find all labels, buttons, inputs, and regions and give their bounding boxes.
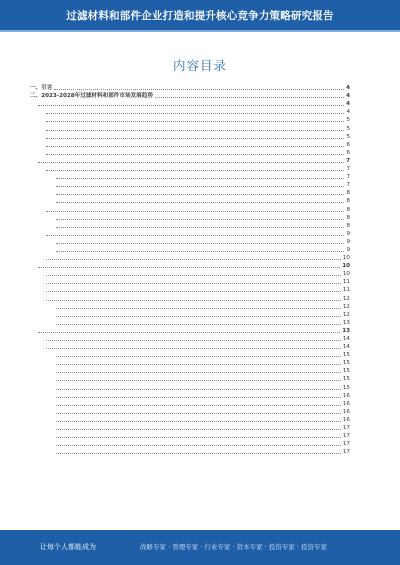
toc-entry[interactable] [30,303,350,311]
toc-leader-dots [56,243,344,244]
toc-page-number: 17 [342,425,350,432]
toc-leader-dots [46,283,341,284]
toc-leader-dots [46,138,344,139]
toc-page-number: 15 [342,360,350,367]
toc-page-number: 9 [346,246,350,253]
toc-page-number: 7 [346,182,350,189]
toc-entry[interactable] [30,270,350,278]
toc-entry[interactable] [30,84,350,92]
toc-entry[interactable] [30,254,350,262]
toc-page-number: 4 [346,93,350,100]
toc-page-number: 14 [342,336,350,342]
toc-page-number: 8 [346,206,350,213]
toc-leader-dots [38,332,340,333]
toc-page-number: 13 [342,327,350,334]
toc-heading: 内容目录 [172,58,227,73]
toc-leader-dots [56,429,341,430]
toc-leader-dots [46,275,341,276]
toc-entry[interactable] [30,92,350,100]
toc-page-number: 6 [346,141,350,148]
toc-page-number: 17 [342,441,350,448]
toc-page-number: 5 [346,133,350,140]
toc-leader-dots [56,186,344,187]
toc-entry[interactable] [30,440,350,448]
toc-leader-dots [56,397,341,398]
toc-entry[interactable] [30,197,350,205]
toc-page-number: 7 [346,166,350,173]
toc-entry[interactable] [30,375,350,383]
toc-page-number: 8 [346,214,350,221]
toc-entry[interactable] [30,133,350,141]
toc-page-number: 8 [346,198,350,205]
toc-leader-dots [56,178,344,179]
toc-page-number: 8 [346,222,350,229]
toc-page-number: 12 [342,303,350,310]
toc-leader-dots [38,267,340,268]
toc-page-number: 10 [342,255,350,262]
toc-leader-dots [56,372,341,373]
toc-page-number: 15 [342,368,350,375]
toc-entry[interactable] [30,278,350,286]
toc-page-number: 5 [346,117,350,124]
toc-page-number: 14 [342,344,350,351]
toc-entry[interactable] [30,238,350,246]
toc-leader-dots [38,105,344,106]
toc-entry-text: 一、引言 [30,85,53,92]
footer-tagline: 战略专家 · 管理专家 · 行业专家 · 资本专家 · 投资专家 · 投资专家 [140,543,327,551]
toc-entry[interactable] [30,205,350,213]
toc-entry[interactable] [30,222,350,230]
footer-banner [0,530,400,565]
header-banner [0,0,400,30]
toc-entry[interactable] [30,448,350,456]
toc-entry[interactable] [30,262,350,270]
toc-page-number: 8 [346,190,350,197]
toc-entry[interactable] [30,294,350,302]
toc-page-number: 13 [342,319,350,326]
toc-page-number: 15 [342,376,350,383]
toc-leader-dots [56,202,344,203]
toc-leader-dots [46,170,344,171]
toc-page-number: 12 [342,311,350,318]
toc-leader-dots [54,89,344,90]
toc-leader-dots [56,421,341,422]
toc-entry[interactable] [30,246,350,254]
toc-entry[interactable] [30,116,350,124]
toc-entry[interactable] [30,319,350,327]
toc-entry[interactable] [30,327,350,335]
toc-leader-dots [46,259,341,260]
toc-page-number: 15 [342,384,350,391]
toc-entry[interactable] [30,351,350,359]
toc-entry[interactable] [30,367,350,375]
toc-entry[interactable] [30,408,350,416]
toc-leader-dots [46,300,341,301]
toc-page-number: 4 [346,101,350,108]
toc-entry[interactable] [30,149,350,157]
toc-page-number: 17 [342,449,350,456]
toc-entry[interactable] [30,108,350,116]
toc-entry[interactable] [30,400,350,408]
toc-leader-dots [46,121,344,122]
toc-entry[interactable] [30,335,350,343]
toc-leader-dots [56,413,341,414]
toc-leader-dots [56,453,341,454]
toc-leader-dots [56,356,341,357]
toc-entry[interactable] [30,189,350,197]
toc-leader-dots [56,389,341,390]
toc-entry[interactable] [30,173,350,181]
toc-page-number: 9 [346,238,350,245]
toc-page-number: 16 [342,408,350,415]
toc-leader-dots [46,130,344,131]
toc-page-number: 11 [342,287,350,294]
toc-entry[interactable] [30,392,350,400]
toc-entry[interactable] [30,141,350,149]
toc-entry[interactable] [30,383,350,391]
toc-leader-dots [46,291,341,292]
toc-entry[interactable] [30,359,350,367]
toc-leader-dots [56,405,341,406]
toc-leader-dots [46,348,341,349]
toc-leader-dots [46,154,344,155]
toc-leader-dots [56,219,344,220]
document-title: 过滤材料和部件企业打造和提升核心竞争力策略研究报告 [66,10,334,22]
toc-leader-dots [56,308,341,309]
toc-leader-dots [56,380,341,381]
toc-page-number: 5 [346,125,350,132]
toc-entry[interactable] [30,214,350,222]
toc-entry[interactable] [30,424,350,432]
toc-leader-dots [46,235,344,236]
toc-leader-dots [56,194,344,195]
toc-entry[interactable] [30,343,350,351]
toc-entry[interactable] [30,181,350,189]
toc-page-number: 16 [342,416,350,423]
toc-entry[interactable] [30,165,350,173]
toc-page-number: 7 [346,157,350,164]
toc-page-number: 10 [342,263,350,270]
toc-entry[interactable] [30,432,350,440]
toc-page-number: 11 [342,279,350,286]
toc-page-number: 4 [346,109,350,116]
toc-page-number: 9 [346,230,350,237]
toc-leader-dots [46,113,344,114]
toc-page-number: 15 [342,352,350,359]
toc-entry-text: 二、2023-2028年过滤材料和部件市场发展趋势 [30,93,153,100]
toc-leader-dots [56,251,344,252]
toc-page-number: 7 [346,174,350,181]
toc-leader-dots [56,324,341,325]
toc-leader-dots [56,437,341,438]
toc-entry[interactable] [30,311,350,319]
toc-entry[interactable] [30,416,350,424]
toc-leader-dots [56,364,341,365]
toc-leader-dots [56,227,344,228]
toc-page-number: 6 [346,149,350,156]
toc-entry[interactable] [30,157,350,165]
toc-entry[interactable] [30,100,350,108]
table-of-contents [30,84,350,456]
toc-leader-dots [155,97,344,98]
toc-entry[interactable] [30,286,350,294]
toc-leader-dots [46,340,341,341]
toc-page-number: 17 [342,433,350,440]
toc-page-number: 16 [342,392,350,399]
toc-leader-dots [46,146,344,147]
toc-page-number: 12 [342,295,350,302]
toc-leader-dots [46,211,344,212]
toc-leader-dots [38,162,344,163]
footer-slogan: 让每个人都能成为 [40,543,96,551]
toc-entry[interactable] [30,124,350,132]
toc-leader-dots [56,445,341,446]
toc-page-number: 10 [342,271,350,278]
toc-page-number: 4 [346,85,350,92]
header-divider [0,30,400,32]
toc-entry[interactable] [30,230,350,238]
toc-page-number: 16 [342,400,350,407]
toc-leader-dots [56,316,341,317]
